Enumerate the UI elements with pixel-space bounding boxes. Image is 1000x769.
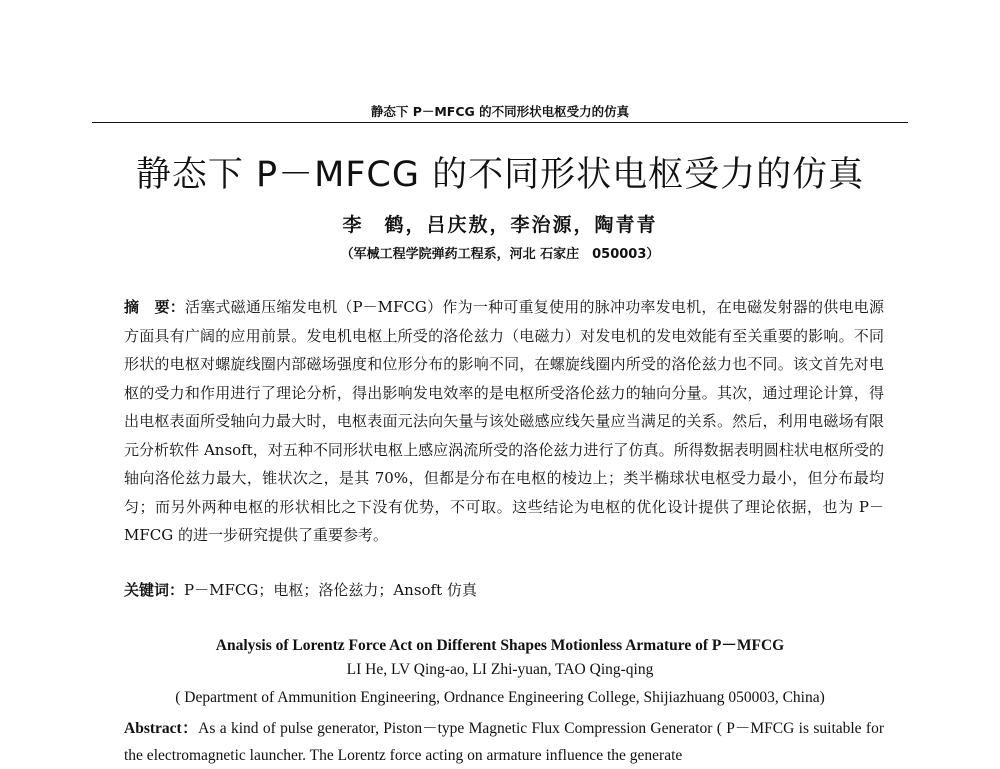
running-head: 静态下 P－MFCG 的不同形状电枢受力的仿真 (370, 104, 630, 119)
paper-title: 静态下 P－MFCG 的不同形状电枢受力的仿真 (135, 155, 865, 195)
affiliation-en: ( Department of Ammunition Engineering, Ordnance Engineering College, Shijiazhuang 050003, China) (175, 689, 825, 706)
header-rule (92, 122, 908, 123)
abstract-text: 活塞式磁通压缩发电机（P－MFCG）作为一种可重复使用的脉冲功率发电机，在电磁发射器的供电电源方面具有广阔的应用前景。发电机电枢上所受的洛伦兹力（电磁力）对发电机的发电效能有至关重要的影响。不同形状的电枢对螺旋线圈内部磁场强度和位形分布的影响不同，在螺旋线圈内所受的洛伦兹力也不同。该文首先对电枢的受力和作用进行了理论分析，得出影响发电效率的是电枢所受洛伦兹力的轴向分量。其次，通过理论计算，得出电枢表面所受轴向力最大时，电枢表面元法向矢量与该处磁感应线矢量应当满足的关系。然后，利用电磁场有限元分析软件 Ansoft，对五种不同形状电枢上感应涡流所受的洛伦兹力进行了仿真。所得数据表明圆柱状电枢所受的轴向洛伦兹力最大，锥状次之，是其 70%，但都是分布在电枢的棱边上；类半椭球状电枢受力最小，但分布最均匀；而另外两种电枢的形状相比之下没有优势，不可取。这些结论为电枢的优化设计提供了理论依据，也为 P－MFCG 的进一步研究提供了重要参考。 (124, 298, 884, 544)
abstract-en-label: Abstract： (124, 720, 199, 737)
abstract-label: 摘 要： (124, 298, 185, 316)
abstract-en (124, 715, 884, 769)
abstract-en-text: As a kind of pulse generator, Piston－type Magnetic Flux Compression Generator ( P－MFCG is suitable for the electromagnetic launcher. The Lorentz force acting on armature influence the generate (124, 720, 884, 764)
author-list-en: LI He, LV Qing-ao, LI Zhi-yuan, TAO Qing-qing (346, 661, 654, 678)
affiliation: （军械工程学院弹药工程系，河北 石家庄 050003） (340, 247, 660, 262)
abstract-cn (124, 293, 884, 550)
author-list: 李 鹤，吕庆敖，李治源，陶青青 (342, 214, 658, 236)
keywords-text: P－MFCG；电枢；洛伦兹力；Ansoft 仿真 (184, 581, 477, 599)
paper-title-en: Analysis of Lorentz Force Act on Different Shapes Motionless Armature of P－MFCG (215, 637, 785, 654)
keywords-label: 关键词： (124, 581, 185, 599)
keywords-cn (124, 576, 884, 604)
